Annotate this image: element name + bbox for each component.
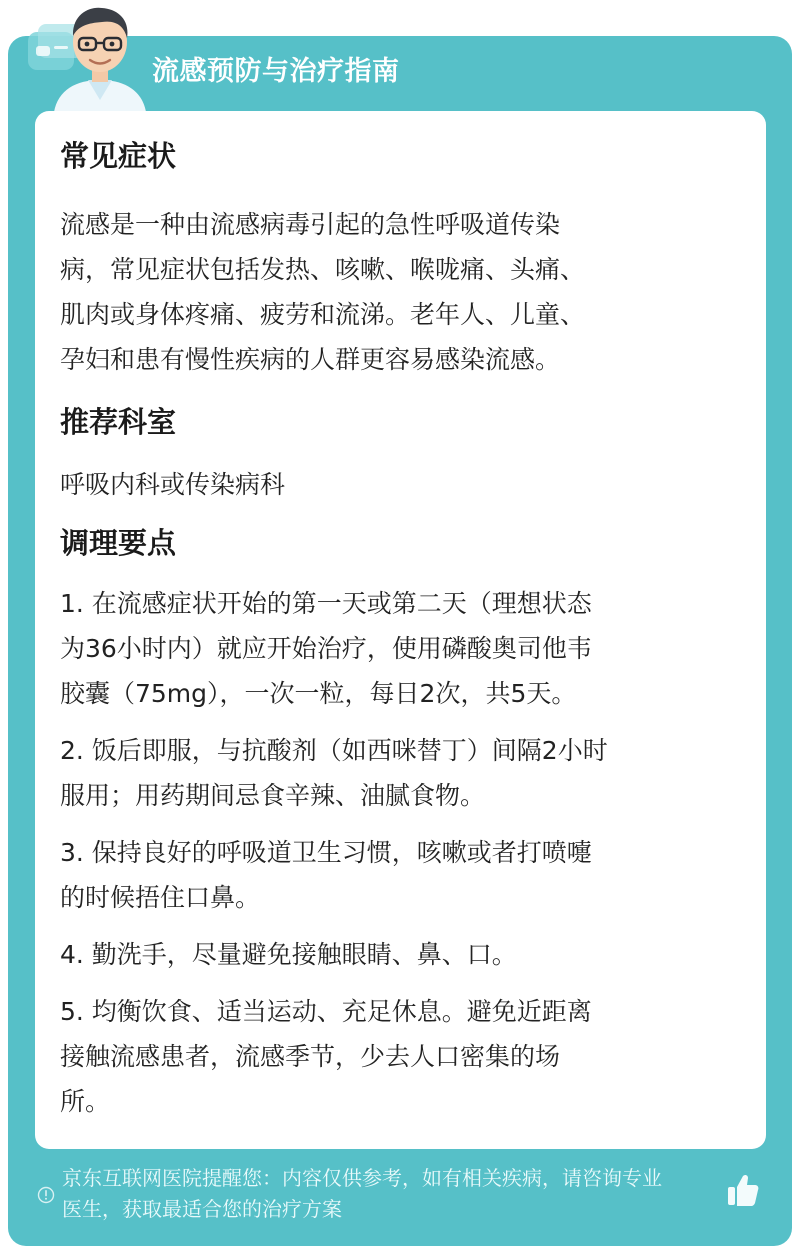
- section-title-care: 调理要点: [60, 526, 177, 560]
- item-line: 为36小时内）就应开始治疗，使用磷酸奥司他韦: [60, 634, 592, 663]
- disclaimer: [62, 1163, 727, 1225]
- doctor-avatar: [40, 0, 160, 112]
- item-line: 5. 均衡饮食、适当运动、充足休息。避免近距离: [60, 997, 592, 1026]
- list-item: [60, 989, 740, 1124]
- text-line: 肌肉或身体疼痛、疲劳和流涕。老年人、儿童、: [60, 300, 586, 329]
- list-item: [60, 830, 740, 920]
- item-line: 胶囊（75mg），一次一粒，每日2次，共5天。: [60, 679, 577, 708]
- item-line: 3. 保持良好的呼吸道卫生习惯，咳嗽或者打喷嚏: [60, 838, 592, 867]
- item-line: 2. 饭后即服，与抗酸剂（如西咪替丁）间隔2小时: [60, 736, 608, 765]
- item-line: 所。: [60, 1087, 111, 1116]
- item-line: 1. 在流感症状开始的第一天或第二天（理想状态: [60, 589, 592, 618]
- list-item: [60, 728, 740, 818]
- text-line: 病，常见症状包括发热、咳嗽、喉咙痛、头痛、: [60, 255, 586, 284]
- item-line: 的时候捂住口鼻。: [60, 883, 261, 912]
- list-item: [60, 581, 740, 716]
- guide-content: [60, 130, 740, 1124]
- item-line: 接触流感患者，流感季节，少去人口密集的场: [60, 1042, 561, 1071]
- department-text: [60, 462, 740, 507]
- page-title: 流感预防与治疗指南: [152, 56, 400, 87]
- thumbs-up-icon[interactable]: [726, 1172, 760, 1208]
- item-line: 服用；用药期间忌食辛辣、油腻食物。: [60, 781, 486, 810]
- disclaimer-line: 京东互联网医院提醒您：内容仅供参考，如有相关疾病，请咨询专业: [62, 1166, 662, 1190]
- section-title-department: 推荐科室: [60, 405, 177, 439]
- disclaimer-line: 医生，获取最适合您的治疗方案: [62, 1197, 342, 1221]
- list-item: [60, 932, 740, 977]
- text-line: 孕妇和患有慢性疾病的人群更容易感染流感。: [60, 345, 561, 374]
- section-title-symptoms: 常见症状: [60, 139, 177, 173]
- text-line: 流感是一种由流感病毒引起的急性呼吸道传染: [60, 210, 561, 239]
- info-icon: [37, 1186, 55, 1204]
- text-line: 呼吸内科或传染病科: [60, 470, 286, 499]
- care-list: [60, 581, 740, 1124]
- symptoms-text: [60, 202, 740, 382]
- item-line: 4. 勤洗手，尽量避免接触眼睛、鼻、口。: [60, 940, 517, 969]
